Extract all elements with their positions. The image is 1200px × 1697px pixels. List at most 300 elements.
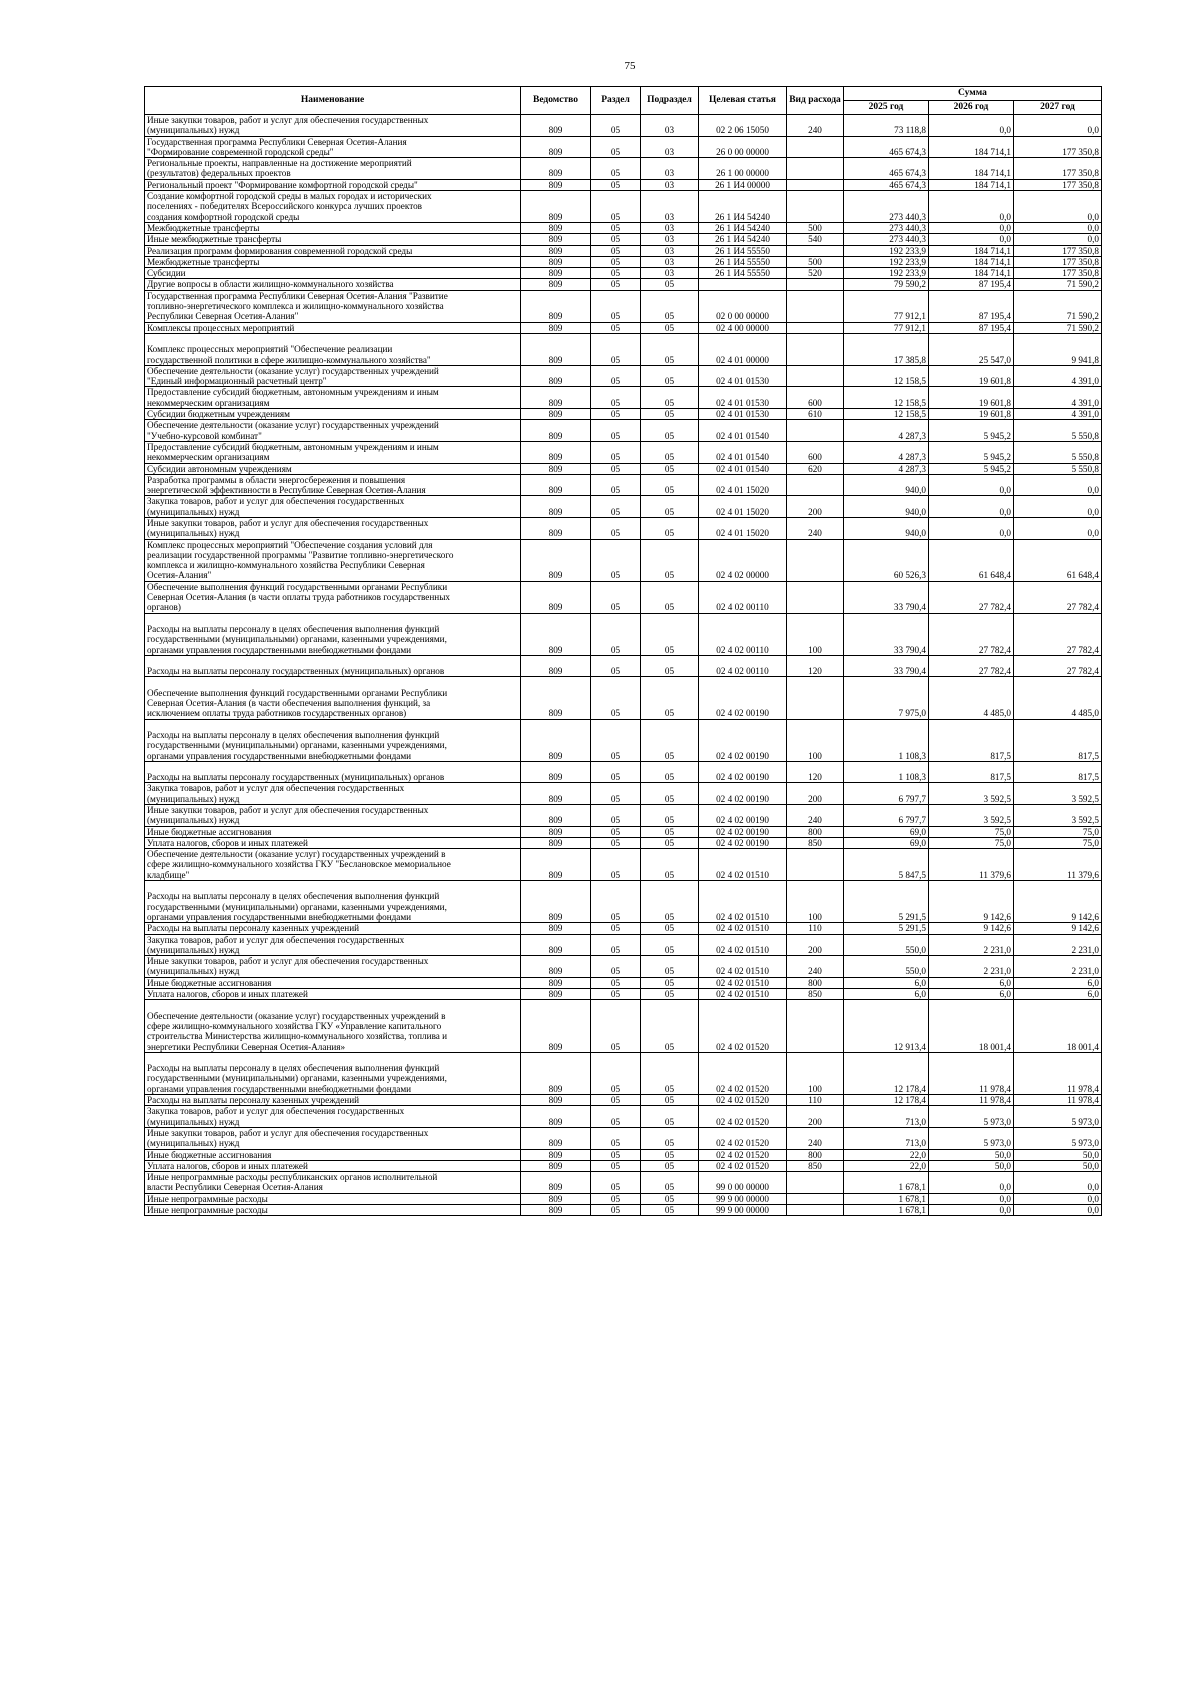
cell-razdel: 05: [591, 420, 641, 442]
cell-vid: 850: [787, 1160, 844, 1171]
cell-sum-2025: 69,0: [844, 837, 929, 848]
cell-target: 02 4 02 00190: [699, 761, 787, 783]
cell-vedomstvo: 809: [521, 613, 591, 655]
cell-target: 02 4 02 00110: [699, 581, 787, 613]
cell-razdel: 05: [591, 655, 641, 677]
cell-sum-2027: 71 590,2: [1014, 279, 1102, 290]
cell-sum-2026: 87 195,4: [929, 322, 1014, 333]
cell-vid: [787, 333, 844, 365]
cell-vid: 800: [787, 1149, 844, 1160]
table-row: [145, 1000, 1102, 1052]
cell-sum-2026: 19 601,8: [929, 387, 1014, 409]
cell-sum-2026: 9 142,6: [929, 923, 1014, 934]
table-row: [145, 1106, 1102, 1128]
cell-sum-2026: 184 714,1: [929, 268, 1014, 279]
cell-sum-2027: 9 941,8: [1014, 333, 1102, 365]
cell-target: 02 4 02 01510: [699, 989, 787, 1000]
cell-podrazdel: 05: [641, 805, 699, 827]
cell-sum-2026: 87 195,4: [929, 279, 1014, 290]
cell-vedomstvo: 809: [521, 420, 591, 442]
cell-sum-2025: 33 790,4: [844, 655, 929, 677]
table-row: [145, 849, 1102, 881]
cell-razdel: 05: [591, 956, 641, 978]
cell-target: 26 1 И4 55550: [699, 256, 787, 267]
cell-vedomstvo: 809: [521, 1095, 591, 1106]
cell-sum-2027: 4 391,0: [1014, 409, 1102, 420]
cell-name: Региональный проект "Формирование комфортной городской среды": [145, 179, 521, 190]
cell-target: 26 1 И4 55550: [699, 268, 787, 279]
cell-sum-2026: 27 782,4: [929, 613, 1014, 655]
cell-name: Закупка товаров, работ и услуг для обеспечения государственных (муниципальных) нужд: [145, 496, 521, 518]
cell-sum-2025: 273 440,3: [844, 234, 929, 245]
cell-name: Уплата налогов, сборов и иных платежей: [145, 837, 521, 848]
cell-sum-2025: 22,0: [844, 1160, 929, 1171]
cell-razdel: 05: [591, 409, 641, 420]
cell-vedomstvo: 809: [521, 934, 591, 956]
cell-vid: 120: [787, 761, 844, 783]
cell-sum-2026: 25 547,0: [929, 333, 1014, 365]
table-row: [145, 1172, 1102, 1194]
cell-razdel: 05: [591, 1172, 641, 1194]
cell-vid: [787, 245, 844, 256]
header-target: Целевая статья: [699, 87, 787, 115]
cell-vedomstvo: 809: [521, 761, 591, 783]
cell-target: 02 4 02 00000: [699, 539, 787, 581]
cell-vid: 240: [787, 115, 844, 137]
cell-vedomstvo: 809: [521, 441, 591, 463]
cell-sum-2026: 11 978,4: [929, 1095, 1014, 1106]
cell-sum-2025: 12 913,4: [844, 1000, 929, 1052]
cell-name: Иные закупки товаров, работ и услуг для обеспечения государственных (муниципальных) нужд: [145, 1127, 521, 1149]
cell-name: Обеспечение выполнения функций государственными органами Республики Северная Осетия-Алания (в части обеспечения выполнения функций, за исключением оплаты труда работников государственных органов): [145, 677, 521, 719]
cell-vedomstvo: 809: [521, 1127, 591, 1149]
cell-podrazdel: 05: [641, 1204, 699, 1215]
cell-razdel: 05: [591, 245, 641, 256]
cell-razdel: 05: [591, 463, 641, 474]
cell-name: Закупка товаров, работ и услуг для обеспечения государственных (муниципальных) нужд: [145, 1106, 521, 1128]
cell-razdel: 05: [591, 279, 641, 290]
cell-vid: 200: [787, 783, 844, 805]
cell-sum-2026: 0,0: [929, 115, 1014, 137]
cell-vedomstvo: 809: [521, 279, 591, 290]
cell-sum-2025: 5 847,5: [844, 849, 929, 881]
cell-razdel: 05: [591, 136, 641, 158]
cell-sum-2026: 184 714,1: [929, 179, 1014, 190]
cell-vedomstvo: 809: [521, 581, 591, 613]
cell-sum-2025: 12 178,4: [844, 1052, 929, 1094]
cell-razdel: 05: [591, 989, 641, 1000]
cell-sum-2025: 79 590,2: [844, 279, 929, 290]
cell-vedomstvo: 809: [521, 1000, 591, 1052]
cell-vid: 600: [787, 387, 844, 409]
cell-sum-2026: 184 714,1: [929, 158, 1014, 180]
cell-razdel: 05: [591, 115, 641, 137]
cell-sum-2026: 2 231,0: [929, 934, 1014, 956]
cell-razdel: 05: [591, 322, 641, 333]
cell-vedomstvo: 809: [521, 1160, 591, 1171]
cell-vid: 600: [787, 441, 844, 463]
cell-name: Расходы на выплаты персоналу казенных учреждений: [145, 923, 521, 934]
table-body: [145, 115, 1102, 1216]
table-row: [145, 420, 1102, 442]
cell-sum-2026: 3 592,5: [929, 805, 1014, 827]
cell-vedomstvo: 809: [521, 136, 591, 158]
cell-target: 26 1 И4 54240: [699, 222, 787, 233]
cell-target: 02 4 02 01510: [699, 923, 787, 934]
cell-vedomstvo: 809: [521, 1052, 591, 1094]
cell-sum-2025: 12 158,5: [844, 409, 929, 420]
cell-target: 02 4 02 01510: [699, 977, 787, 988]
cell-podrazdel: 05: [641, 441, 699, 463]
cell-vedomstvo: 809: [521, 783, 591, 805]
cell-podrazdel: 05: [641, 837, 699, 848]
cell-podrazdel: 05: [641, 719, 699, 761]
cell-sum-2025: 6,0: [844, 989, 929, 1000]
cell-sum-2025: 1 108,3: [844, 761, 929, 783]
table-row: [145, 956, 1102, 978]
cell-sum-2025: 60 526,3: [844, 539, 929, 581]
cell-name: Иные бюджетные ассигнования: [145, 1149, 521, 1160]
cell-sum-2026: 75,0: [929, 837, 1014, 848]
cell-sum-2026: 11 379,6: [929, 849, 1014, 881]
cell-target: 02 4 02 01510: [699, 849, 787, 881]
cell-vid: [787, 322, 844, 333]
cell-name: Субсидии автономным учреждениям: [145, 463, 521, 474]
cell-sum-2027: 5 550,8: [1014, 441, 1102, 463]
cell-sum-2025: 713,0: [844, 1127, 929, 1149]
cell-sum-2026: 0,0: [929, 1204, 1014, 1215]
cell-razdel: 05: [591, 158, 641, 180]
cell-name: Расходы на выплаты персоналу в целях обеспечения выполнения функций государственными (муниципальными) органами, казенными учреждениями, органами управления государственными внебюджетными фондами: [145, 1052, 521, 1094]
cell-name: Межбюджетные трансферты: [145, 256, 521, 267]
cell-podrazdel: 05: [641, 923, 699, 934]
cell-target: 02 4 01 01530: [699, 365, 787, 387]
cell-name: Иные непрограммные расходы: [145, 1193, 521, 1204]
table-row: [145, 923, 1102, 934]
cell-podrazdel: 05: [641, 322, 699, 333]
cell-podrazdel: 05: [641, 1149, 699, 1160]
cell-name: Обеспечение деятельности (оказание услуг) государственных учреждений "Единый информационный расчетный центр": [145, 365, 521, 387]
cell-vedomstvo: 809: [521, 268, 591, 279]
cell-target: 02 4 01 00000: [699, 333, 787, 365]
cell-vedomstvo: 809: [521, 977, 591, 988]
cell-sum-2027: 6,0: [1014, 989, 1102, 1000]
table-row: [145, 179, 1102, 190]
cell-sum-2025: 465 674,3: [844, 158, 929, 180]
cell-sum-2027: 4 485,0: [1014, 677, 1102, 719]
cell-sum-2027: 5 973,0: [1014, 1106, 1102, 1128]
cell-vid: 240: [787, 956, 844, 978]
cell-vid: 200: [787, 934, 844, 956]
cell-vedomstvo: 809: [521, 322, 591, 333]
table-row: [145, 234, 1102, 245]
table-row: [145, 191, 1102, 223]
cell-vedomstvo: 809: [521, 222, 591, 233]
cell-target: 02 4 02 01520: [699, 1160, 787, 1171]
cell-sum-2025: 12 178,4: [844, 1095, 929, 1106]
cell-vedomstvo: 809: [521, 365, 591, 387]
cell-sum-2027: 11 978,4: [1014, 1095, 1102, 1106]
cell-target: 02 4 02 00190: [699, 677, 787, 719]
cell-vid: 800: [787, 977, 844, 988]
cell-sum-2025: 1 108,3: [844, 719, 929, 761]
cell-name: Комплексы процессных мероприятий: [145, 322, 521, 333]
cell-sum-2027: 6,0: [1014, 977, 1102, 988]
table-row: [145, 539, 1102, 581]
cell-target: 26 1 И4 54240: [699, 234, 787, 245]
cell-razdel: 05: [591, 826, 641, 837]
cell-sum-2025: 4 287,3: [844, 420, 929, 442]
cell-sum-2025: 940,0: [844, 474, 929, 496]
cell-sum-2025: 73 118,8: [844, 115, 929, 137]
cell-target: 02 4 01 15020: [699, 474, 787, 496]
cell-sum-2025: 940,0: [844, 496, 929, 518]
cell-sum-2026: 184 714,1: [929, 256, 1014, 267]
cell-name: Региональные проекты, направленные на достижение мероприятий (результатов) федеральных проектов: [145, 158, 521, 180]
cell-vedomstvo: 809: [521, 805, 591, 827]
table-row: [145, 805, 1102, 827]
table-row: [145, 463, 1102, 474]
cell-name: Предоставление субсидий бюджетным, автономным учреждениям и иным некоммерческим организациям: [145, 387, 521, 409]
cell-razdel: 05: [591, 581, 641, 613]
table-row: [145, 881, 1102, 923]
cell-sum-2027: 71 590,2: [1014, 322, 1102, 333]
cell-target: 02 4 02 00190: [699, 805, 787, 827]
cell-vedomstvo: 809: [521, 655, 591, 677]
table-row: [145, 1095, 1102, 1106]
cell-podrazdel: 05: [641, 1052, 699, 1094]
cell-vid: [787, 1172, 844, 1194]
cell-razdel: 05: [591, 517, 641, 539]
table-row: [145, 1204, 1102, 1215]
header-vedomstvo: Ведомство: [521, 87, 591, 115]
cell-razdel: 05: [591, 934, 641, 956]
cell-razdel: 05: [591, 977, 641, 988]
table-row: [145, 496, 1102, 518]
cell-vid: [787, 677, 844, 719]
cell-podrazdel: 05: [641, 365, 699, 387]
cell-razdel: 05: [591, 1149, 641, 1160]
cell-sum-2025: 192 233,9: [844, 245, 929, 256]
cell-target: 02 4 01 15020: [699, 496, 787, 518]
cell-razdel: 05: [591, 1204, 641, 1215]
cell-podrazdel: 05: [641, 474, 699, 496]
cell-target: 99 0 00 00000: [699, 1172, 787, 1194]
cell-vid: [787, 1000, 844, 1052]
cell-target: 02 4 02 01510: [699, 956, 787, 978]
cell-vid: 500: [787, 222, 844, 233]
cell-sum-2027: 11 379,6: [1014, 849, 1102, 881]
cell-sum-2027: 817,5: [1014, 719, 1102, 761]
cell-podrazdel: 05: [641, 934, 699, 956]
table-row: [145, 977, 1102, 988]
cell-razdel: 05: [591, 234, 641, 245]
cell-sum-2025: 713,0: [844, 1106, 929, 1128]
cell-razdel: 05: [591, 365, 641, 387]
cell-target: 02 4 01 01540: [699, 420, 787, 442]
cell-name: Разработка программы в области энергосбережения и повышения энергетической эффективности в Республике Северная Осетия-Алания: [145, 474, 521, 496]
cell-vedomstvo: 809: [521, 849, 591, 881]
cell-sum-2027: 0,0: [1014, 1172, 1102, 1194]
cell-sum-2026: 5 945,2: [929, 441, 1014, 463]
cell-sum-2026: 2 231,0: [929, 956, 1014, 978]
cell-sum-2026: 0,0: [929, 1193, 1014, 1204]
cell-sum-2027: 4 391,0: [1014, 365, 1102, 387]
cell-vedomstvo: 809: [521, 179, 591, 190]
cell-vid: 100: [787, 613, 844, 655]
cell-razdel: 05: [591, 719, 641, 761]
cell-podrazdel: 03: [641, 191, 699, 223]
cell-vid: [787, 365, 844, 387]
cell-sum-2026: 87 195,4: [929, 290, 1014, 322]
cell-target: 02 4 01 01540: [699, 463, 787, 474]
cell-sum-2027: 0,0: [1014, 496, 1102, 518]
cell-name: Уплата налогов, сборов и иных платежей: [145, 989, 521, 1000]
cell-name: Иные бюджетные ассигнования: [145, 826, 521, 837]
cell-target: 02 4 01 01530: [699, 409, 787, 420]
cell-razdel: 05: [591, 539, 641, 581]
cell-name: Комплекс процессных мероприятий "Обеспечение создания условий для реализации государственной программы "Развитие топливно-энергетического комплекса и жилищно-коммунального хозяйства Республики Северная Осетия-Алания": [145, 539, 521, 581]
cell-name: Государственная программа Республики Северная Осетия-Алания "Формирование современной городской среды": [145, 136, 521, 158]
table-header: [145, 87, 1102, 115]
cell-sum-2027: 0,0: [1014, 191, 1102, 223]
cell-sum-2027: 2 231,0: [1014, 956, 1102, 978]
header-2025: 2025 год: [844, 101, 929, 115]
cell-podrazdel: 05: [641, 463, 699, 474]
cell-target: 02 4 02 01510: [699, 934, 787, 956]
cell-podrazdel: 05: [641, 1127, 699, 1149]
cell-razdel: 05: [591, 179, 641, 190]
cell-name: Реализация программ формирования современной городской среды: [145, 245, 521, 256]
cell-name: Иные непрограммные расходы: [145, 1204, 521, 1215]
cell-sum-2026: 9 142,6: [929, 881, 1014, 923]
table-row: [145, 1149, 1102, 1160]
cell-razdel: 05: [591, 441, 641, 463]
cell-target: 26 1 И4 54240: [699, 191, 787, 223]
table-row: [145, 279, 1102, 290]
header-2027: 2027 год: [1014, 101, 1102, 115]
cell-name: Субсидии бюджетным учреждениям: [145, 409, 521, 420]
cell-name: Закупка товаров, работ и услуг для обеспечения государственных (муниципальных) нужд: [145, 783, 521, 805]
cell-sum-2025: 12 158,5: [844, 387, 929, 409]
cell-target: 02 4 02 01520: [699, 1095, 787, 1106]
table-row: [145, 581, 1102, 613]
cell-vid: [787, 158, 844, 180]
cell-razdel: 05: [591, 677, 641, 719]
cell-vid: 500: [787, 256, 844, 267]
cell-podrazdel: 05: [641, 849, 699, 881]
cell-name: Комплекс процессных мероприятий "Обеспечение реализации государственной политики в сфере жилищно-коммунального хозяйства": [145, 333, 521, 365]
cell-sum-2026: 0,0: [929, 191, 1014, 223]
cell-vid: [787, 279, 844, 290]
cell-sum-2025: 6 797,7: [844, 805, 929, 827]
cell-vedomstvo: 809: [521, 923, 591, 934]
cell-target: 02 4 02 01520: [699, 1106, 787, 1128]
cell-sum-2027: 817,5: [1014, 761, 1102, 783]
cell-target: [699, 279, 787, 290]
cell-sum-2026: 19 601,8: [929, 365, 1014, 387]
table-row: [145, 655, 1102, 677]
cell-target: 02 4 02 00190: [699, 719, 787, 761]
cell-razdel: 05: [591, 222, 641, 233]
cell-target: 26 0 00 00000: [699, 136, 787, 158]
cell-podrazdel: 05: [641, 290, 699, 322]
cell-vedomstvo: 809: [521, 1172, 591, 1194]
cell-razdel: 05: [591, 1127, 641, 1149]
budget-table: [144, 86, 1102, 1216]
cell-sum-2026: 75,0: [929, 826, 1014, 837]
cell-razdel: 05: [591, 290, 641, 322]
cell-vedomstvo: 809: [521, 191, 591, 223]
cell-sum-2026: 0,0: [929, 474, 1014, 496]
table-row: [145, 989, 1102, 1000]
cell-razdel: 05: [591, 849, 641, 881]
cell-podrazdel: 03: [641, 158, 699, 180]
cell-razdel: 05: [591, 1193, 641, 1204]
cell-target: 02 4 01 01530: [699, 387, 787, 409]
cell-razdel: 05: [591, 1160, 641, 1171]
cell-target: 02 4 01 01540: [699, 441, 787, 463]
cell-vid: 100: [787, 719, 844, 761]
cell-sum-2025: 1 678,1: [844, 1193, 929, 1204]
table-row: [145, 719, 1102, 761]
cell-sum-2026: 27 782,4: [929, 655, 1014, 677]
table-row: [145, 245, 1102, 256]
cell-target: 02 4 02 00190: [699, 826, 787, 837]
cell-vid: [787, 191, 844, 223]
cell-sum-2025: 4 287,3: [844, 463, 929, 474]
cell-podrazdel: 05: [641, 409, 699, 420]
cell-podrazdel: 05: [641, 1160, 699, 1171]
cell-vid: 100: [787, 1052, 844, 1094]
cell-vid: [787, 1204, 844, 1215]
cell-sum-2027: 71 590,2: [1014, 290, 1102, 322]
cell-sum-2025: 69,0: [844, 826, 929, 837]
cell-sum-2025: 192 233,9: [844, 256, 929, 267]
cell-name: Межбюджетные трансферты: [145, 222, 521, 233]
cell-sum-2026: 19 601,8: [929, 409, 1014, 420]
header-razdel: Раздел: [591, 87, 641, 115]
cell-sum-2025: 6,0: [844, 977, 929, 988]
cell-podrazdel: 05: [641, 1172, 699, 1194]
cell-vedomstvo: 809: [521, 387, 591, 409]
cell-vedomstvo: 809: [521, 956, 591, 978]
cell-podrazdel: 03: [641, 115, 699, 137]
cell-sum-2027: 0,0: [1014, 115, 1102, 137]
cell-sum-2026: 5 945,2: [929, 420, 1014, 442]
header-2026: 2026 год: [929, 101, 1014, 115]
cell-sum-2027: 5 550,8: [1014, 420, 1102, 442]
cell-sum-2027: 3 592,5: [1014, 783, 1102, 805]
cell-podrazdel: 05: [641, 989, 699, 1000]
cell-vedomstvo: 809: [521, 256, 591, 267]
cell-sum-2026: 18 001,4: [929, 1000, 1014, 1052]
cell-podrazdel: 05: [641, 333, 699, 365]
cell-podrazdel: 05: [641, 420, 699, 442]
cell-target: 02 4 02 01510: [699, 881, 787, 923]
cell-razdel: 05: [591, 613, 641, 655]
cell-vid: 850: [787, 837, 844, 848]
cell-vid: 850: [787, 989, 844, 1000]
cell-vedomstvo: 809: [521, 115, 591, 137]
cell-razdel: 05: [591, 1052, 641, 1094]
table-row: [145, 387, 1102, 409]
cell-podrazdel: 05: [641, 881, 699, 923]
cell-vedomstvo: 809: [521, 1204, 591, 1215]
cell-sum-2026: 61 648,4: [929, 539, 1014, 581]
cell-vedomstvo: 809: [521, 1106, 591, 1128]
table-row: [145, 136, 1102, 158]
